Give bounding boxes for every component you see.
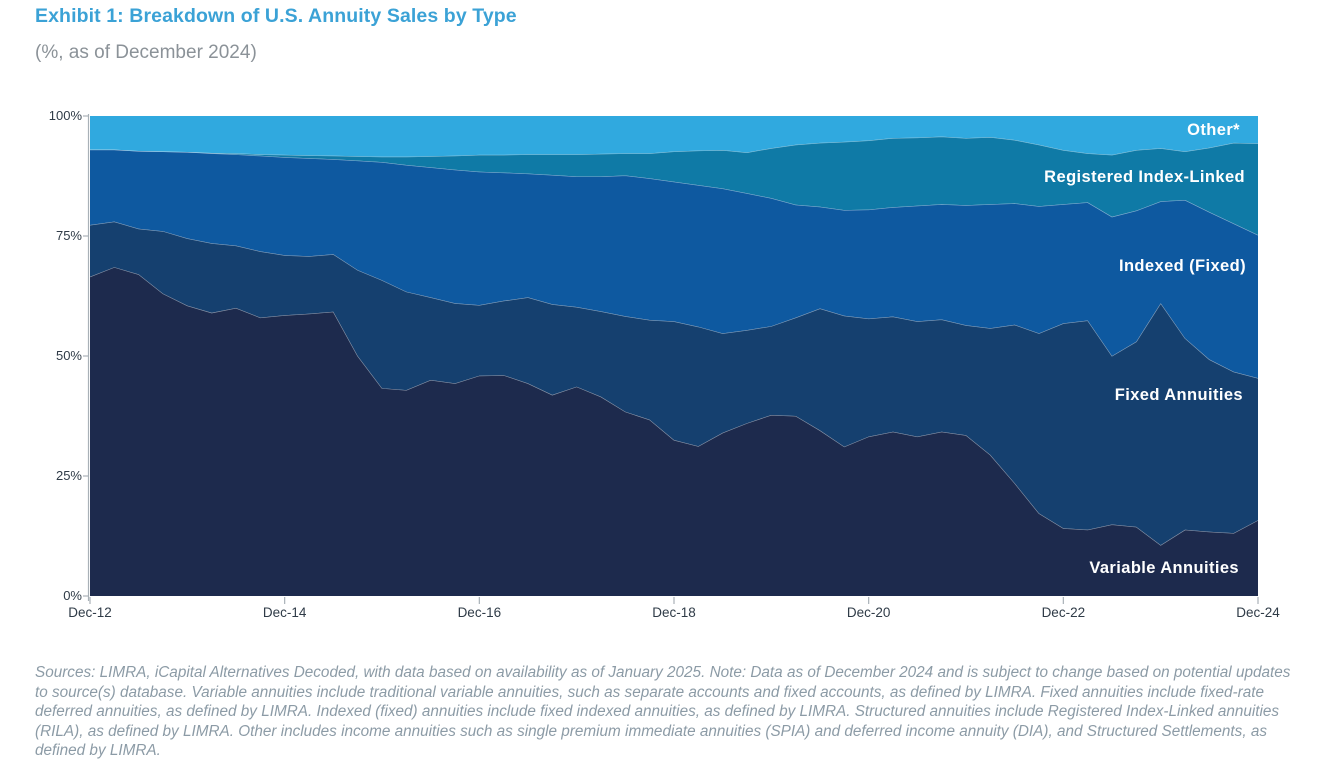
series-label-variable-annuities: Variable Annuities: [1089, 559, 1239, 577]
series-label-other: Other*: [1187, 121, 1240, 139]
x-tick-label-dec-24: Dec-24: [1236, 605, 1280, 620]
x-tick-label-dec-12: Dec-12: [68, 605, 112, 620]
y-tick-label-50: 50%: [55, 348, 82, 363]
series-label-registered-index-linked: Registered Index-Linked: [1044, 168, 1245, 186]
y-tick-label-25: 25%: [55, 468, 82, 483]
exhibit-subtitle: (%, as of December 2024): [35, 42, 257, 63]
x-tick-label-dec-22: Dec-22: [1041, 605, 1086, 620]
x-tick-label-dec-18: Dec-18: [652, 605, 696, 620]
series-label-indexed-fixed: Indexed (Fixed): [1118, 257, 1246, 275]
exhibit-title: Exhibit 1: Breakdown of U.S. Annuity Sales by Type: [35, 5, 517, 27]
x-tick-label-dec-16: Dec-16: [457, 605, 502, 620]
x-tick-label-dec-14: Dec-14: [262, 605, 307, 620]
x-tick-label-dec-20: Dec-20: [846, 605, 891, 620]
y-tick-label-0: 0%: [63, 588, 82, 603]
source-note: Sources: LIMRA, iCapital Alternatives Decoded, with data based on availability as of January 2025. Note: Data as of December 2024 and is subject to change based on potential updates to source(s) database. Variable annuities include traditional variable annuities, such as separate accounts and fixed accounts, as defined by LIMRA. Fixed annuities include fixed-rate deferred annuities, as defined by LIMRA. Indexed (fixed) annuities include fixed indexed annuities, as defined by LIMRA. Structured annuities include Registered Index-Linked annuities (RILA), as defined by LIMRA. Other includes income annuities such as single premium immediate annuities (SPIA) and deferred income annuity (DIA), and Structured Settlements, as defined by LIMRA.: [35, 664, 1291, 760]
series-label-fixed-annuities: Fixed Annuities: [1114, 386, 1243, 404]
area-other: [90, 116, 1258, 157]
y-tick-label-100: 100%: [48, 108, 82, 123]
y-tick-label-75: 75%: [55, 228, 82, 243]
